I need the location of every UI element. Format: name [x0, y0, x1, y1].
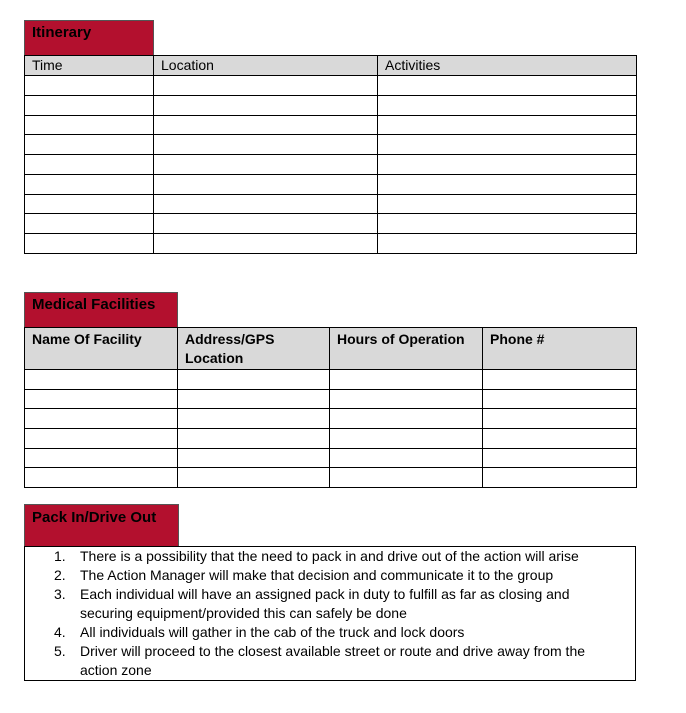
table-cell[interactable]	[178, 468, 330, 488]
table-cell[interactable]	[154, 95, 378, 115]
itinerary-table	[24, 55, 637, 254]
table-cell[interactable]	[178, 389, 330, 409]
pack-in-drive-out-box	[24, 546, 636, 681]
table-cell[interactable]	[483, 370, 637, 390]
table-cell[interactable]	[25, 389, 178, 409]
list-item-number: 2.	[54, 567, 66, 583]
list-item-text: There is a possibility that the need to pack in and drive out of the action will arise	[80, 548, 579, 564]
table-row	[25, 115, 637, 135]
itinerary-header-time: Time	[25, 56, 154, 76]
table-row	[25, 448, 637, 468]
itinerary-header-activities: Activities	[378, 56, 637, 76]
table-cell[interactable]	[178, 370, 330, 390]
table-cell[interactable]	[154, 155, 378, 175]
list-item-text: Driver will proceed to the closest available street or route and drive away from the action zone	[80, 643, 586, 678]
table-cell[interactable]	[25, 214, 154, 234]
table-cell[interactable]	[25, 370, 178, 390]
list-item-text: All individuals will gather in the cab of the truck and lock doors	[80, 624, 465, 640]
table-row	[25, 214, 637, 234]
table-row	[25, 468, 637, 488]
medical-header-address: Address/GPS Location	[178, 328, 330, 370]
table-row	[25, 409, 637, 429]
table-cell[interactable]	[330, 389, 483, 409]
table-cell[interactable]	[154, 135, 378, 155]
list-item-text: The Action Manager will make that decision and communicate it to the group	[80, 567, 554, 583]
table-cell[interactable]	[330, 429, 483, 449]
table-cell[interactable]	[378, 194, 637, 214]
table-cell[interactable]	[378, 214, 637, 234]
table-cell[interactable]	[483, 429, 637, 449]
table-cell[interactable]	[378, 115, 637, 135]
table-cell[interactable]	[25, 468, 178, 488]
table-cell[interactable]	[154, 234, 378, 254]
table-cell[interactable]	[154, 76, 378, 96]
itinerary-header-location: Location	[154, 56, 378, 76]
table-cell[interactable]	[25, 234, 154, 254]
table-cell[interactable]	[25, 194, 154, 214]
list-item	[25, 642, 623, 680]
table-cell[interactable]	[330, 468, 483, 488]
table-cell[interactable]	[378, 174, 637, 194]
table-cell[interactable]	[483, 389, 637, 409]
table-cell[interactable]	[25, 115, 154, 135]
table-cell[interactable]	[154, 194, 378, 214]
table-cell[interactable]	[25, 429, 178, 449]
table-cell[interactable]	[25, 155, 154, 175]
table-row	[25, 76, 637, 96]
table-cell[interactable]	[25, 95, 154, 115]
table-cell[interactable]	[483, 448, 637, 468]
table-row	[25, 194, 637, 214]
pack-in-drive-out-title: Pack In/Drive Out	[24, 504, 179, 546]
list-item-text: Each individual will have an assigned pack in duty to fulfill as far as closing and securing equipment/provided this can safely be done	[80, 586, 570, 621]
table-row	[25, 234, 637, 254]
table-cell[interactable]	[378, 95, 637, 115]
medical-rows	[25, 370, 637, 488]
table-cell[interactable]	[25, 135, 154, 155]
table-cell[interactable]	[378, 135, 637, 155]
table-cell[interactable]	[25, 448, 178, 468]
table-cell[interactable]	[178, 429, 330, 449]
table-row	[25, 370, 637, 390]
table-cell[interactable]	[483, 409, 637, 429]
itinerary-rows	[25, 76, 637, 254]
table-cell[interactable]	[378, 76, 637, 96]
table-row	[25, 429, 637, 449]
table-row	[25, 174, 637, 194]
table-row	[25, 155, 637, 175]
pack-in-drive-out-list	[25, 547, 635, 680]
table-cell[interactable]	[154, 115, 378, 135]
list-item-number: 5.	[54, 643, 66, 659]
table-cell[interactable]	[330, 370, 483, 390]
table-row	[25, 95, 637, 115]
table-cell[interactable]	[378, 155, 637, 175]
list-item	[25, 623, 623, 642]
table-cell[interactable]	[330, 409, 483, 429]
table-cell[interactable]	[25, 409, 178, 429]
table-cell[interactable]	[25, 174, 154, 194]
medical-facilities-table	[24, 327, 637, 488]
list-item-number: 4.	[54, 624, 66, 640]
table-cell[interactable]	[25, 76, 154, 96]
table-cell[interactable]	[154, 174, 378, 194]
table-row	[25, 135, 637, 155]
table-cell[interactable]	[154, 214, 378, 234]
medical-facilities-title: Medical Facilities	[24, 292, 178, 327]
table-row	[25, 389, 637, 409]
medical-header-phone: Phone #	[483, 328, 637, 370]
table-cell[interactable]	[483, 468, 637, 488]
list-item-number: 1.	[54, 548, 66, 564]
list-item	[25, 547, 623, 566]
list-item	[25, 566, 623, 585]
table-cell[interactable]	[178, 448, 330, 468]
itinerary-title: Itinerary	[24, 20, 154, 55]
medical-header-facility: Name Of Facility	[25, 328, 178, 370]
table-cell[interactable]	[178, 409, 330, 429]
list-item	[25, 585, 623, 623]
table-cell[interactable]	[330, 448, 483, 468]
table-cell[interactable]	[378, 234, 637, 254]
list-item-number: 3.	[54, 586, 66, 602]
medical-header-hours: Hours of Operation	[330, 328, 483, 370]
